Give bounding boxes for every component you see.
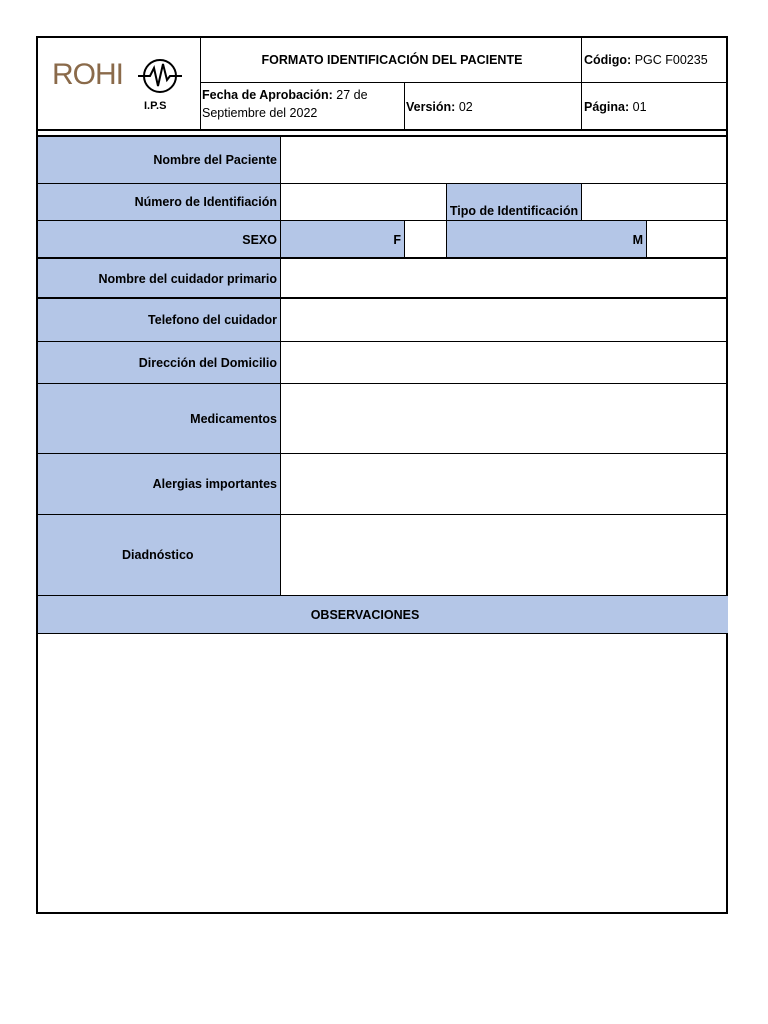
divider [38, 595, 728, 596]
input-direccion-domicilio[interactable] [280, 342, 728, 383]
label-nombre-cuidador: Nombre del cuidador primario [38, 259, 280, 298]
label-medicamentos: Medicamentos [38, 384, 280, 453]
input-alergias[interactable] [280, 454, 728, 514]
pagina-label: Página: [584, 100, 630, 114]
checkbox-sexo-m[interactable] [646, 221, 728, 258]
logo-ips: I.P.S [144, 100, 167, 112]
divider [646, 221, 647, 259]
codigo-label: Código: [584, 53, 632, 67]
input-tipo-identificacion[interactable] [582, 184, 728, 220]
divider [38, 297, 728, 299]
input-observaciones[interactable] [38, 634, 728, 912]
divider [38, 183, 728, 184]
divider [38, 129, 728, 131]
divider [200, 82, 728, 83]
input-medicamentos[interactable] [280, 384, 728, 453]
checkbox-sexo-f[interactable] [404, 221, 446, 258]
rohi-logo [52, 56, 192, 116]
label-direccion-domicilio: Dirección del Domicilio [38, 342, 280, 383]
version-value: 02 [458, 100, 473, 114]
divider [404, 82, 405, 130]
fecha-value-line1: 27 de [332, 88, 368, 102]
label-telefono-cuidador: Telefono del cuidador [38, 299, 280, 341]
divider [446, 184, 447, 259]
label-sexo-f: F [280, 221, 404, 258]
divider [200, 38, 201, 130]
label-sexo: SEXO [38, 221, 280, 258]
input-numero-identificacion[interactable] [280, 184, 446, 220]
divider [38, 257, 728, 259]
divider [38, 633, 728, 634]
fecha-value-line2: Septiembre del 2022 [202, 106, 318, 120]
divider [38, 383, 728, 384]
version-cell [404, 84, 582, 130]
label-sexo-m: M [446, 221, 646, 258]
pagina-value: 01 [632, 100, 647, 114]
label-diagnostico: Diadnóstico [38, 515, 280, 595]
codigo-cell [582, 38, 728, 82]
pagina-cell [582, 84, 728, 130]
heartbeat-icon [136, 58, 184, 94]
label-nombre-paciente: Nombre del Paciente [38, 137, 280, 183]
label-tipo-identificacion: Tipo de Identificación [446, 184, 582, 220]
patient-identification-form [36, 36, 728, 914]
divider [38, 341, 728, 342]
divider [581, 38, 582, 130]
fecha-cell [202, 86, 402, 130]
label-alergias: Alergias importantes [38, 454, 280, 514]
fecha-label: Fecha de Aprobación: [202, 88, 333, 102]
divider [38, 514, 728, 515]
form-title: FORMATO IDENTIFICACIÓN DEL PACIENTE [261, 53, 523, 67]
divider [280, 137, 281, 596]
label-observaciones: OBSERVACIONES [38, 596, 728, 633]
divider [38, 220, 728, 221]
divider [38, 453, 728, 454]
input-telefono-cuidador[interactable] [280, 299, 728, 341]
version-label: Versión: [406, 100, 456, 114]
divider [581, 184, 582, 221]
label-numero-identificacion: Número de Identifiación [38, 184, 280, 220]
input-nombre-paciente[interactable] [280, 137, 728, 183]
input-diagnostico[interactable] [280, 515, 728, 595]
logo-text: ROHI [52, 58, 123, 91]
divider [404, 221, 405, 259]
input-nombre-cuidador[interactable] [280, 259, 728, 298]
codigo-value: PGC F00235 [634, 53, 708, 67]
